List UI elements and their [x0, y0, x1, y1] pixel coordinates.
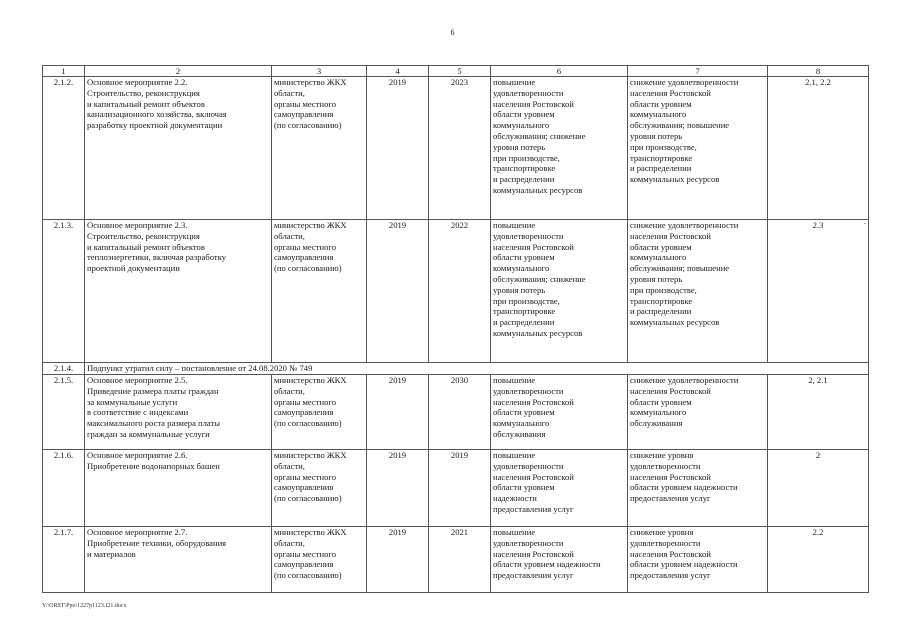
- end-year: 2022: [429, 220, 491, 363]
- page-number: 6: [450, 28, 455, 37]
- measure-name: Основное мероприятие 2.6. Приобретение водонапорных башен: [85, 450, 272, 527]
- indicator-link: 2.3: [768, 220, 869, 363]
- measure-name: Основное мероприятие 2.5. Приведение размера платы граждан за коммунальные услуги в соответствие с индексами максимального роста размера платы граждан за коммунальные услуги: [85, 375, 272, 450]
- measure-name: Основное мероприятие 2.3. Строительство, реконструкция и капитальный ремонт объектов теплоэнергетики, включая разработку проектной документации: [85, 220, 272, 363]
- start-year: 2019: [367, 220, 429, 363]
- expected-result: повышение удовлетворенности населения Ростовской области уровнем коммунального обслуживания: [491, 375, 628, 450]
- edge-mark: .: [864, 217, 866, 226]
- end-year: 2023: [429, 77, 491, 220]
- table-row: [43, 77, 869, 220]
- executor: министерство ЖКХ области, органы местного самоуправления (по согласованию): [272, 375, 367, 450]
- row-number: 2.1.3.: [43, 220, 85, 363]
- column-number: 1: [43, 66, 85, 77]
- table-row: [43, 450, 869, 527]
- column-number: 3: [272, 66, 367, 77]
- non-implementation-consequence: снижение удовлетворенности населения Ростовской области уровнем коммунального обслуживания; повышение уровня потерь при производстве, транспортировке и распределении коммунальных ресурсов: [628, 77, 768, 220]
- row-number: 2.1.5.: [43, 375, 85, 450]
- row-number: 2.1.7.: [43, 527, 85, 593]
- start-year: 2019: [367, 375, 429, 450]
- column-number: 8: [768, 66, 869, 77]
- column-number: 6: [491, 66, 628, 77]
- start-year: 2019: [367, 527, 429, 593]
- expected-result: повышение удовлетворенности населения Ростовской области уровнем коммунального обслуживания; снижение уровня потерь при производстве, транспортировке и распределении коммунальных ресурсов: [491, 220, 628, 363]
- end-year: 2030: [429, 375, 491, 450]
- non-implementation-consequence: снижение удовлетворенности населения Ростовской области уровнем коммунального обслуживания: [628, 375, 768, 450]
- non-implementation-consequence: снижение удовлетворенности населения Ростовской области уровнем коммунального обслуживания; повышение уровня потерь при производстве, транспортировке и распределении коммунальных ресурсов: [628, 220, 768, 363]
- column-number: 2: [85, 66, 272, 77]
- indicator-link: 2, 2.1: [768, 375, 869, 450]
- table-row: [43, 363, 869, 375]
- non-implementation-consequence: снижение уровня удовлетворенности населения Ростовской области уровнем надежности предоставления услуг: [628, 450, 768, 527]
- row-number: 2.1.6.: [43, 450, 85, 527]
- column-number-header-row: [43, 66, 869, 77]
- executor: министерство ЖКХ области, органы местного самоуправления (по согласованию): [272, 450, 367, 527]
- column-number: 5: [429, 66, 491, 77]
- executor: министерство ЖКХ области, органы местного самоуправления (по согласованию): [272, 527, 367, 593]
- measures-table: [42, 65, 869, 593]
- start-year: 2019: [367, 450, 429, 527]
- non-implementation-consequence: снижение уровня удовлетворенности населения Ростовской области уровнем надежности предоставления услуг: [628, 527, 768, 593]
- indicator-link: 2.1, 2.2: [768, 77, 869, 220]
- repealed-note: Подпункт утратил силу – постановление от 24.08.2020 № 749: [85, 363, 869, 375]
- table-row: [43, 527, 869, 593]
- measure-name: Основное мероприятие 2.2. Строительство, реконструкция и капитальный ремонт объектов канализационного хозяйства, включая разработку проектной документации: [85, 77, 272, 220]
- row-number: 2.1.2.: [43, 77, 85, 220]
- executor: министерство ЖКХ области, органы местного самоуправления (по согласованию): [272, 77, 367, 220]
- expected-result: повышение удовлетворенности населения Ростовской области уровнем коммунального обслуживания; снижение уровня потерь при производстве, транспортировке и распределении коммунальных ресурсов: [491, 77, 628, 220]
- column-number: 7: [628, 66, 768, 77]
- start-year: 2019: [367, 77, 429, 220]
- table-row: [43, 375, 869, 450]
- indicator-link: 2.2: [768, 527, 869, 593]
- row-number: 2.1.4.: [43, 363, 85, 375]
- indicator-link: 2: [768, 450, 869, 527]
- expected-result: повышение удовлетворенности населения Ростовской области уровнем надежности предоставления услуг: [491, 527, 628, 593]
- table-row: [43, 220, 869, 363]
- footer-file-path: Y:\ORST\Ppo\1227p1123.f21.docx: [42, 603, 127, 609]
- column-number: 4: [367, 66, 429, 77]
- executor: министерство ЖКХ области, органы местного самоуправления (по согласованию): [272, 220, 367, 363]
- end-year: 2021: [429, 527, 491, 593]
- end-year: 2019: [429, 450, 491, 527]
- expected-result: повышение удовлетворенности населения Ростовской области уровнем надежности предоставления услуг: [491, 450, 628, 527]
- measure-name: Основное мероприятие 2.7. Приобретение техники, оборудования и материалов: [85, 527, 272, 593]
